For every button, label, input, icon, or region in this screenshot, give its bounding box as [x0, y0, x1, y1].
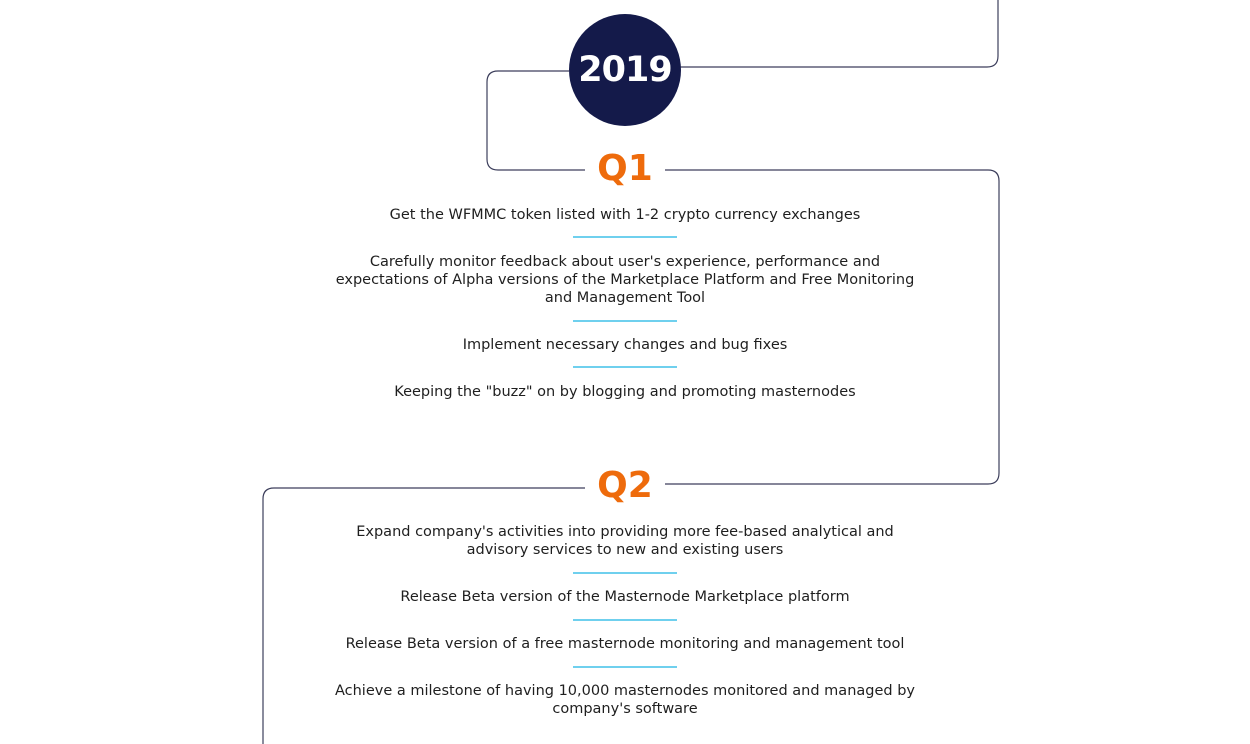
q2-milestone-1: Expand company's activities into providing more fee-based analytical and advisory services to new and existing users: [356, 524, 894, 558]
year-badge: [569, 14, 681, 126]
quarter-heading-q2: Q2: [585, 466, 665, 506]
q2-milestone-4: Achieve a milestone of having 10,000 masternodes monitored and managed by company's software: [334, 683, 915, 717]
q1-milestone-3: Implement necessary changes and bug fixes: [462, 337, 788, 353]
q2-divider-3: [573, 666, 677, 668]
q1-divider-3: [573, 366, 677, 368]
quarter-heading-q1: Q1: [585, 149, 665, 189]
q1-milestone-1: Get the WFMMC token listed with 1-2 crypto currency exchanges: [389, 207, 861, 223]
q2-divider-1: [573, 572, 677, 574]
q1-divider-1: [573, 236, 677, 238]
q1-milestone-2: Carefully monitor feedback about user's experience, performance and expectations of Alpha versions of the Marketplace Platform and Free Monitoring and Management Tool: [335, 254, 915, 306]
q2-milestone-2: Release Beta version of the Masternode Marketplace platform: [400, 589, 850, 605]
q2-divider-2: [573, 619, 677, 621]
timeline-line-top: [680, 0, 998, 67]
q1-divider-2: [573, 320, 677, 322]
year-label: 2019: [578, 50, 672, 90]
q2-milestone-3: Release Beta version of a free masternode monitoring and management tool: [345, 636, 905, 652]
q1-milestone-4: Keeping the "buzz" on by blogging and promoting masternodes: [394, 384, 856, 400]
